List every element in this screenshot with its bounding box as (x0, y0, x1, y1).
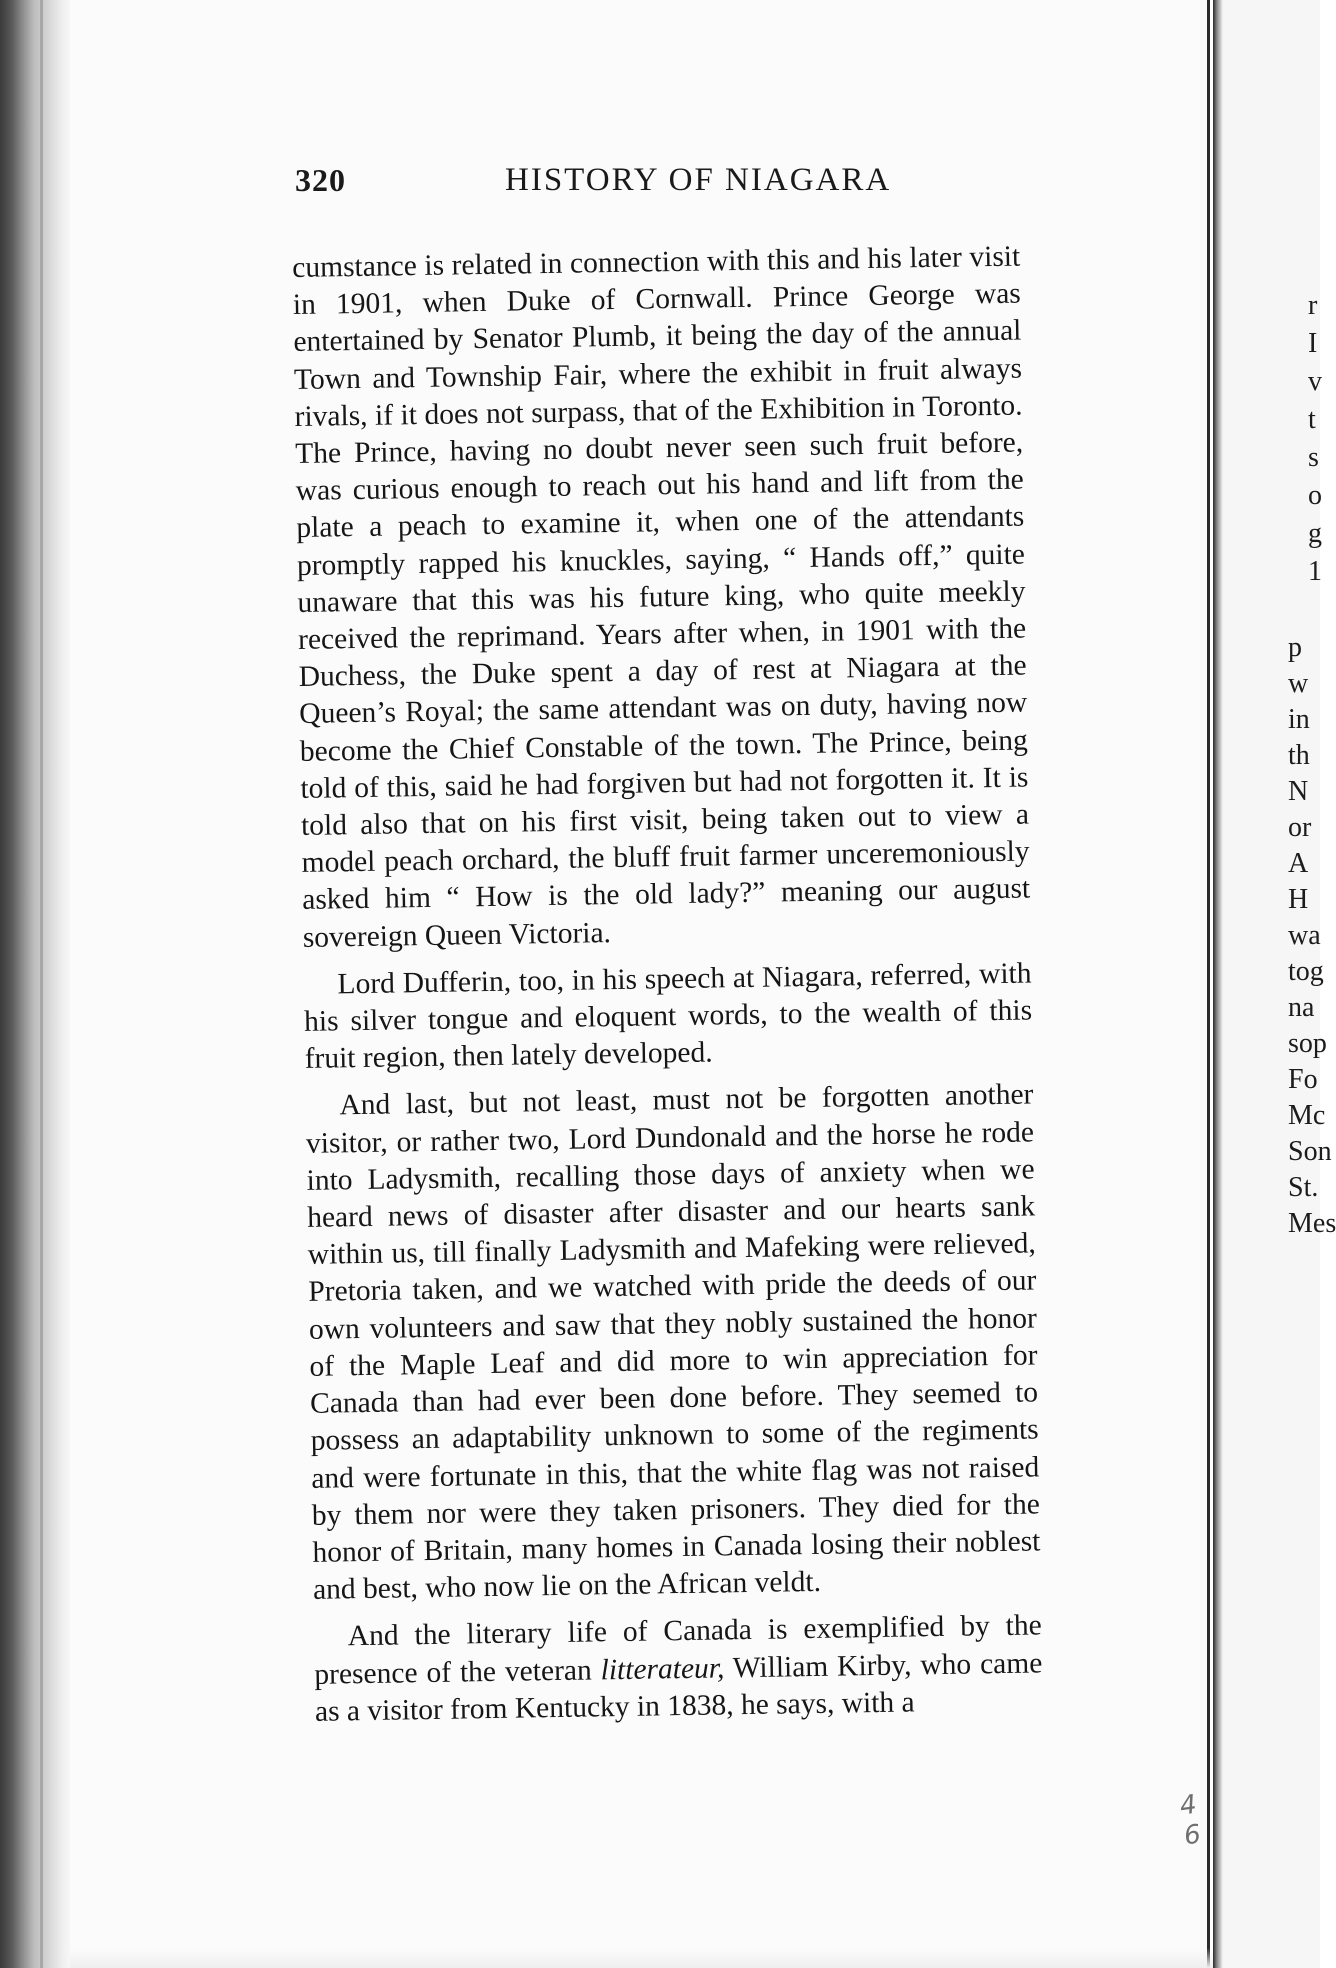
adjacent-page-text: v (1308, 366, 1322, 397)
adjacent-page-text: in (1288, 704, 1310, 735)
scan-left-edge (0, 0, 70, 1968)
adjacent-page-text: na (1288, 992, 1315, 1023)
paragraph-continuation: cumstance is related in connection with this and his later visit in 1901, when Duke of Cornwall. Prince George was entertained by Senator Plumb, it being the day of the annual Town and Township Fair, where the exhibit in fruit always rivals, if it does not surpass, that of the Exhibition in Toronto. The Prince, having no doubt never seen such fruit before, was curious enough to reach out his hand and lift from the plate a peach to examine it, when one of the attendants promptly rapped his knuckles, saying, “ Hands off,” quite unaware that this was his future king, who quite meekly received the reprimand. Years after when, in 1901 with the Duchess, the Duke spent a day of rest at Niagara at the Queen’s Royal; the same attendant was on duty, having now become the Chief Constable of the town. The Prince, being told of this, said he had forgiven but had not forgotten it. It is told also that on his first visit, being taken out to view a model peach orchard, the bluff fruit farmer unceremoniously asked him “ How is the old lady?” meaning our august sovereign Queen Victoria. (292, 240, 1031, 954)
adjacent-page-text: Son (1288, 1136, 1332, 1167)
kirby-text-before: And the literary life of Canada is exemplified by the presence of the veteran (314, 1609, 1042, 1691)
adjacent-page-text: Fo (1288, 1064, 1318, 1095)
body-text (292, 239, 1043, 1741)
page-number: 320 (295, 162, 346, 198)
adjacent-page-text: o (1308, 480, 1322, 511)
adjacent-page-text: Mes (1288, 1208, 1336, 1239)
paragraph-kirby (314, 1608, 1044, 1731)
adjacent-page-text: p (1288, 632, 1302, 663)
adjacent-page-text: or (1288, 812, 1312, 843)
adjacent-page-text: r (1308, 290, 1318, 321)
adjacent-page-text: St. (1288, 1172, 1319, 1203)
adjacent-page-text: H (1288, 884, 1309, 915)
adjacent-page-text: w (1288, 668, 1309, 699)
adjacent-page-text: sop (1288, 1028, 1327, 1059)
paragraph-dundonald: And last, but not least, must not be forgotten another visitor, or rather two, Lord Dundonald and the horse he rode into Ladysmith, recalling those days of anxiety when we heard news of disaster after disaster and our hearts sank within us, till finally Ladysmith and Mafeking were relieved, Pretoria taken, and we watched with pride the deeds of our own volunteers and saw that they nobly sustained the honor of the Maple Leaf and did more to win appreciation for Canada than had ever been done before. They seemed to possess an adaptability unknown to some of the regiments and were fortunate in this, that the white flag was not raised by them nor were they taken prisoners. They died for the honor of Britain, many homes in Canada losing their noblest and best, who now lie on the African veldt. (305, 1078, 1041, 1606)
adjacent-page-text: 1 (1308, 556, 1322, 587)
kirby-italic-word: litterateur, (600, 1651, 725, 1686)
adjacent-page-text: t (1308, 404, 1316, 435)
adjacent-page-text: tog (1288, 956, 1324, 987)
adjacent-page-text: N (1288, 776, 1309, 807)
adjacent-page-text: th (1288, 740, 1310, 771)
pencil-annotation: 4 6 (1177, 1789, 1203, 1852)
adjacent-page-fragment (1213, 0, 1336, 1968)
paragraph-dufferin: Lord Dufferin, too, in his speech at Niagara, referred, with his silver tongue and eloquent words, to the wealth of this fruit region, then lately developed. (303, 957, 1033, 1076)
adjacent-page-text: Mc (1288, 1100, 1326, 1131)
page-bottom-shadow (70, 1948, 1213, 1968)
adjacent-page-text: A (1288, 848, 1309, 879)
adjacent-page-text: g (1308, 518, 1322, 549)
adjacent-page-text: wa (1288, 920, 1321, 951)
adjacent-page-text: s (1308, 442, 1319, 473)
kirby-text-after: William Kirby, who came as a visitor from Kentucky in 1838, he says, with a (314, 1646, 1043, 1728)
adjacent-page-text: I (1308, 328, 1318, 359)
running-title: HISTORY OF NIAGARA (505, 162, 892, 198)
book-page (70, 0, 1210, 1968)
running-head (295, 162, 1035, 222)
